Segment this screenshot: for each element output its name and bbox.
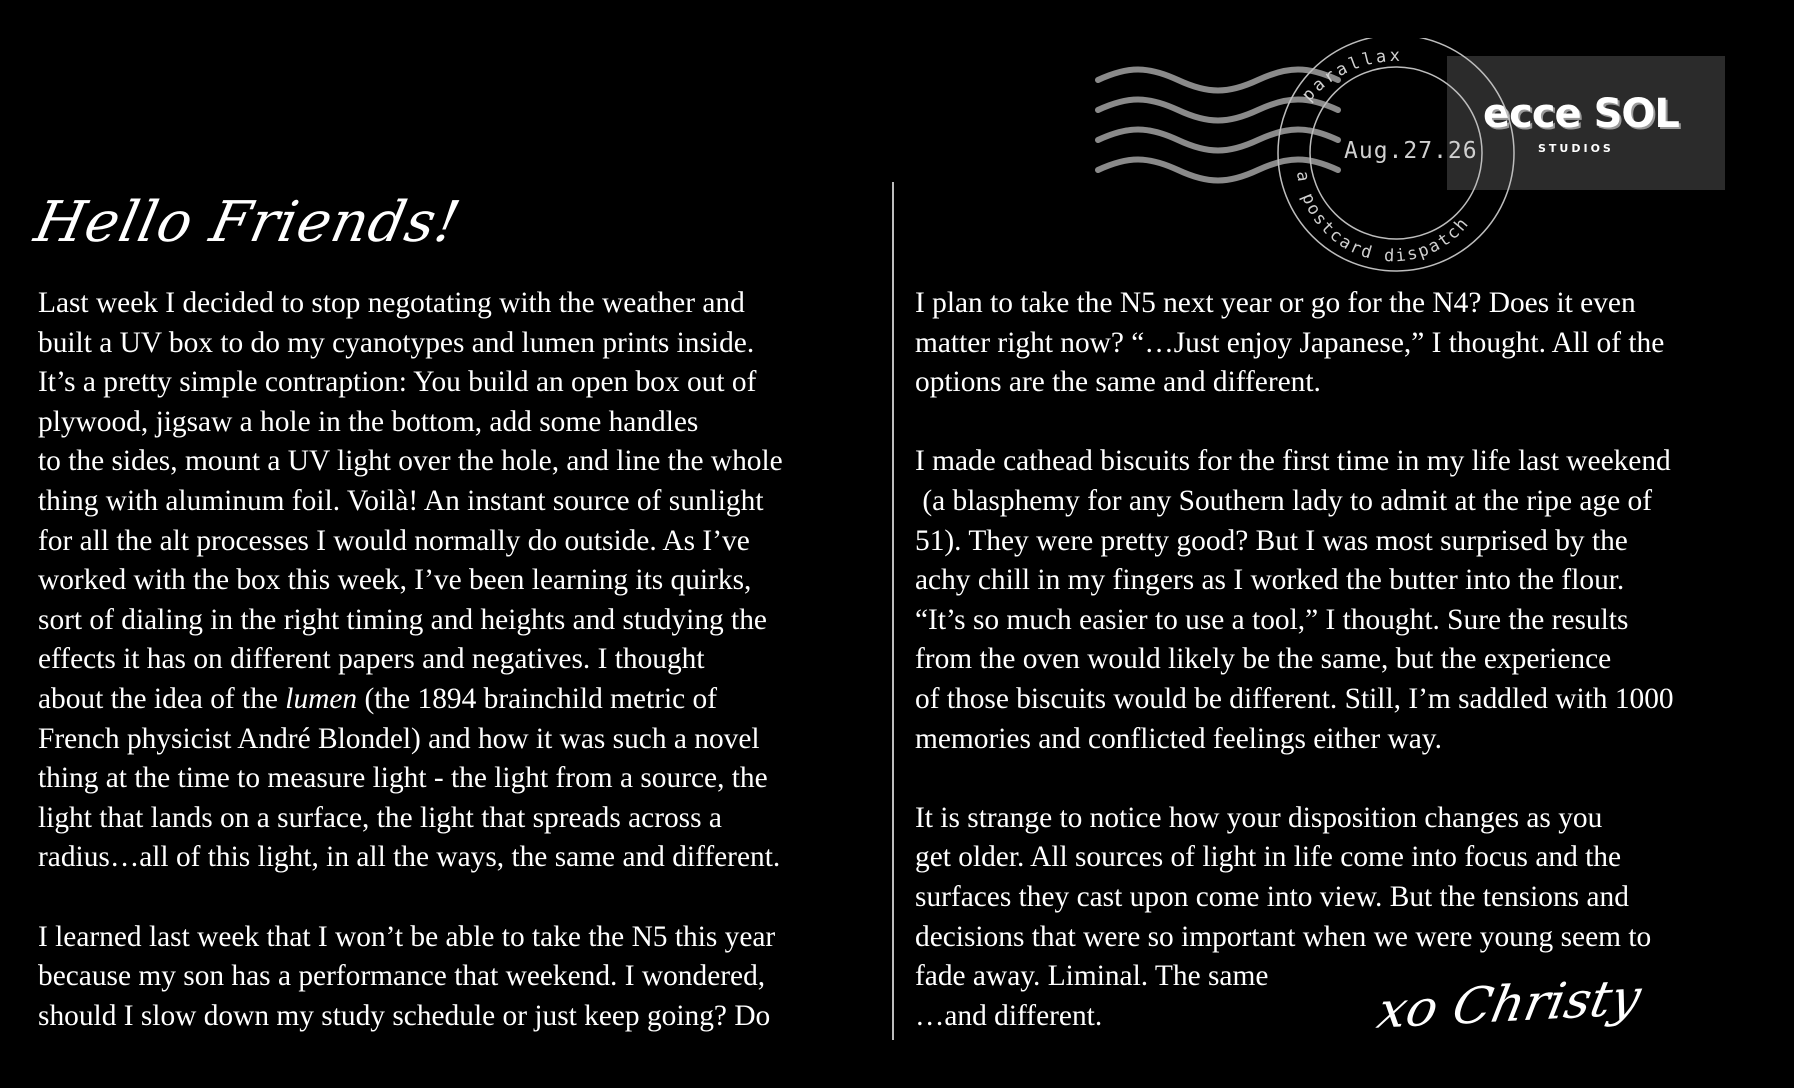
svg-text:parallax (1298, 46, 1403, 106)
right-text-column (915, 284, 1785, 1036)
greeting-heading: Hello Friends! (29, 190, 467, 255)
svg-text:a postcard dispatch (1292, 170, 1474, 266)
right-paragraph-2: I made cathead biscuits for the first time in my life last weekend (a blasphemy for any Southern lady to admit at the ripe age of 51). They were pretty good? But I was most surprised by the achy chill in my fingers as I worked the butter into the flour. “It’s so much easier to use a tool,” I thought. Sure the results from the oven would likely be the same, but the experience of those biscuits would be different. Still, I’m saddled with 1000 memories and conflicted feelings either way. (915, 445, 1674, 755)
left-paragraph-1: Last week I decided to stop negotating with the weather and built a UV box to do my cyanotypes and lumen prints inside. It’s a pretty simple contraption: You build an open box out of plywood, jigsaw a hole in the bottom, add some handles to the sides, mount a UV light over the hole, and line the whole thing with aluminum foil. Voilà! An instant source of sunlight for all the alt processes I would normally do outside. As I’ve worked with the box this week, I’ve been learning its quirks, sort of dialing in the right timing and heights and studying the effects it has on different papers and negatives. I thought about the idea of the lumen (the 1894 brainchild metric of French physicist André Blondel) and how it was such a novel thing at the time to measure light - the light from a source, the light that lands on a surface, the light that spreads across a radius…all of this light, in all the ways, the same and different. (38, 287, 783, 874)
signature: xo Christy (1372, 968, 1646, 1040)
postmark-bottom-text: a postcard dispatch (1292, 169, 1474, 267)
postmark-stamp (1090, 38, 1540, 278)
italic-word: lumen (285, 682, 358, 715)
postmark-top-text: parallax (1298, 45, 1404, 106)
logo-subtitle: STUDIOS (1538, 142, 1614, 155)
right-paragraph-3: It is strange to notice how your disposition changes as you get older. All sources of light in life come into focus and the surfaces they cast upon come into view. But the tensions and decisions that were so important when we were young seem to fade away. Liminal. The same …and different. (915, 801, 1652, 1032)
left-text-column (38, 284, 888, 1036)
right-paragraph-1: I plan to take the N5 next year or go for the N4? Does it even matter right now? “…Just enjoy Japanese,” I thought. All of the options are the same and different. (915, 287, 1665, 399)
logo-wordmark: ecce SOL (1483, 91, 1679, 137)
cancellation-wave-lines (1098, 70, 1338, 181)
postmark-date: Aug.27.26 (1344, 138, 1478, 164)
left-paragraph-2: I learned last week that I won’t be able to take the N5 this year because my son has a performance that weekend. I wondered, should I slow down my study schedule or just keep going? Do (38, 920, 776, 1032)
column-divider (892, 182, 894, 1040)
